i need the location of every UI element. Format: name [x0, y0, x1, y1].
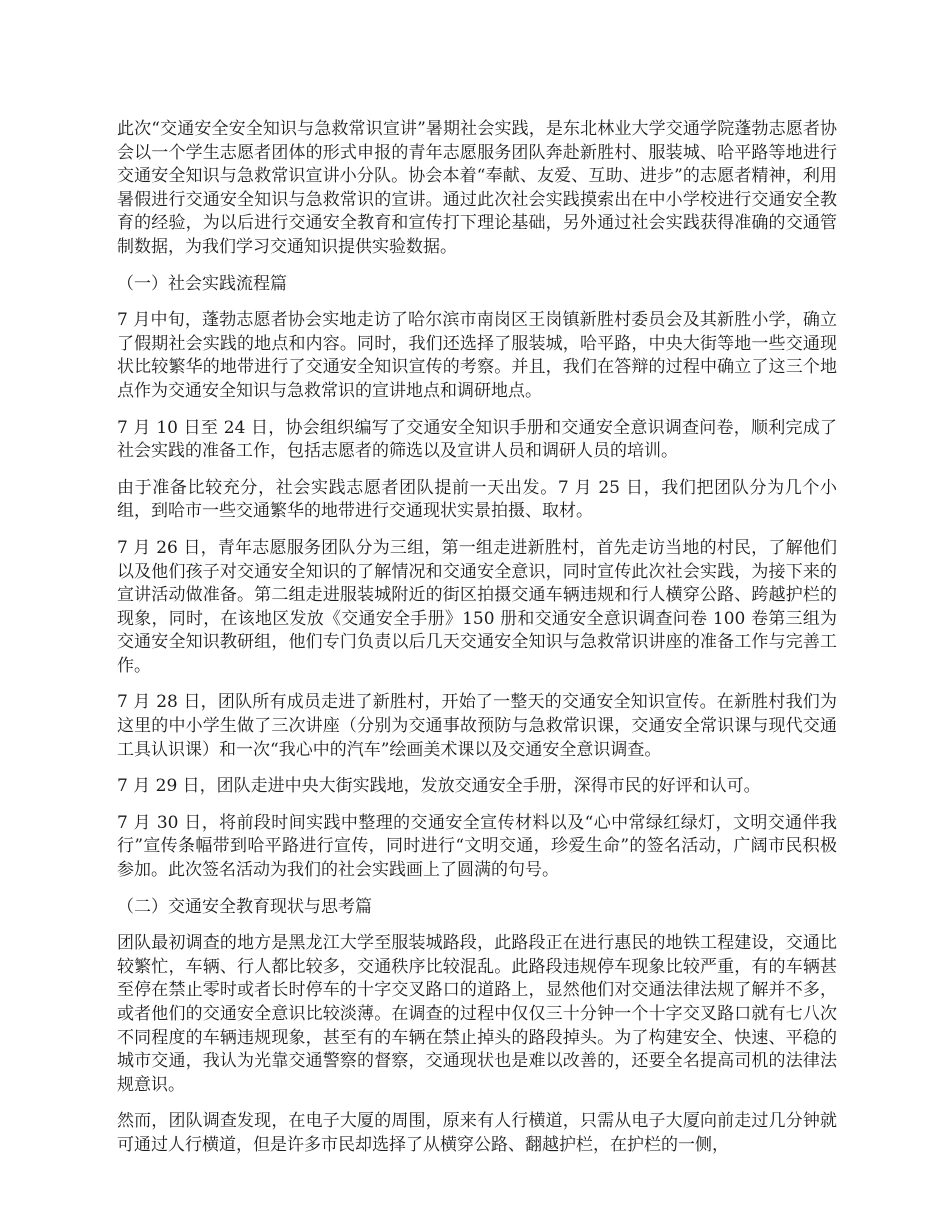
- paragraph-july-29: 7 月 29 日，团队走进中央大街实践地，发放交通安全手册，深得市民的好评和认可。: [117, 776, 761, 797]
- paragraph-july-25: 由于准备比较充分，社会实践志愿者团队提前一天出发。7 月 25 日，我们把团队分为几个小组，到哈市一些交通繁华的地带进行交通现状实景拍摄、取材。: [117, 477, 837, 522]
- section-heading-practice-process: （一）社会实践流程篇: [117, 273, 287, 294]
- paragraph-july-28: 7 月 28 日，团队所有成员走进了新胜村，开始了一整天的交通安全知识宣传。在新胜村我们为这里的中小学生做了三次讲座（分别为交通事故预防与急救常识课，交通安全常识课与现代交通工具认识课）和一次“我心中的汽车”绘画美术课以及交通安全意识调查。: [117, 692, 837, 760]
- section-heading-safety-education: （二）交通安全教育现状与思考篇: [117, 896, 372, 917]
- paragraph-july-10-24: 7 月 10 日至 24 日，协会组织编写了交通安全知识手册和交通安全意识调查问卷，顺利完成了社会实践的准备工作，包括志愿者的筛选以及宣讲人员和调研人员的培训。: [117, 417, 837, 462]
- paragraph-july-26: 7 月 26 日，青年志愿服务团队分为三组，第一组走进新胜村，首先走访当地的村民，了解他们以及他们孩子对交通安全知识的了解情况和交通安全意识，同时宣传此次社会实践，为接下来的宣讲活动做准备。第二组走进服装城附近的街区拍摄交通车辆违规和行人横穿公路、跨越护栏的现象，同时，在该地区发放《交通安全手册》150 册和交通安全意识调查问卷 100 卷第三组为交通安全知识教研组，他们专门负责以后几天交通安全知识与急救常识讲座的准备工作与完善工作。: [117, 537, 837, 676]
- paragraph-mid-july: 7 月中旬，蓬勃志愿者协会实地走访了哈尔滨市南岗区王岗镇新胜村委员会及其新胜小学，确立了假期社会实践的地点和内容。同时，我们还选择了服装城，哈平路，中央大街等地一些交通现状比较繁华的地带进行了交通安全知识宣传的考察。并且，我们在答辩的过程中确立了这三个地点作为交通安全知识与急救常识的宣讲地点和调研地点。: [117, 310, 837, 401]
- document-body: [117, 118, 837, 1171]
- intro-paragraph: 此次“交通安全安全知识与急救常识宣讲”暑期社会实践，是东北林业大学交通学院蓬勃志愿者协会以一个学生志愿者团体的形式申报的青年志愿服务团队奔赴新胜村、服装城、哈平路等地进行交通安全知识与急救常识宣讲小分队。协会本着“奉献、友爱、互助、进步”的志愿者精神，利用暑假进行交通安全知识与急救常识的宣讲。通过此次社会实践摸索出在中小学校进行交通安全教育的经验，为以后进行交通安全教育和宣传打下理论基础，另外通过社会实践获得准确的交通管制数据，为我们学习交通知识提供实验数据。: [117, 119, 837, 257]
- paragraph-electronics-building: 然而，团队调查发现，在电子大厦的周围，原来有人行横道，只需从电子大厦向前走过几分钟就可通过人行横道，但是许多市民却选择了从横穿公路、翻越护栏，在护栏的一侧，: [117, 1111, 837, 1155]
- paragraph-initial-survey: 团队最初调查的地方是黑龙江大学至服装城路段，此路段正在进行惠民的地铁工程建设，交通比较繁忙，车辆、行人都比较多，交通秩序比较混乱。此路段违规停车现象比较严重，有的车辆甚至停在禁止零时或者长时停车的十字交叉路口的道路上，显然他们对交通法律法规了解并不多，或者他们的交通安全意识比较淡薄。在调查的过程中仅仅三十分钟一个十字交叉路口就有七八次不同程度的车辆违规现象，甚至有的车辆在禁止掉头的路段掉头。为了构建安全、快速、平稳的城市交通，我认为光靠交通警察的督察，交通现状也是难以改善的，还要全名提高司机的法律法规意识。: [117, 933, 837, 1095]
- paragraph-july-30: 7 月 30 日，将前段时间实践中整理的交通安全宣传材料以及“心中常绿红绿灯，文明交通伴我行”宣传条幅带到哈平路进行宣传，同时进行“文明交通，珍爱生命”的签名活动，广阔市民积极参加。此次签名活动为我们的社会实践画上了圆满的句号。: [117, 812, 837, 881]
